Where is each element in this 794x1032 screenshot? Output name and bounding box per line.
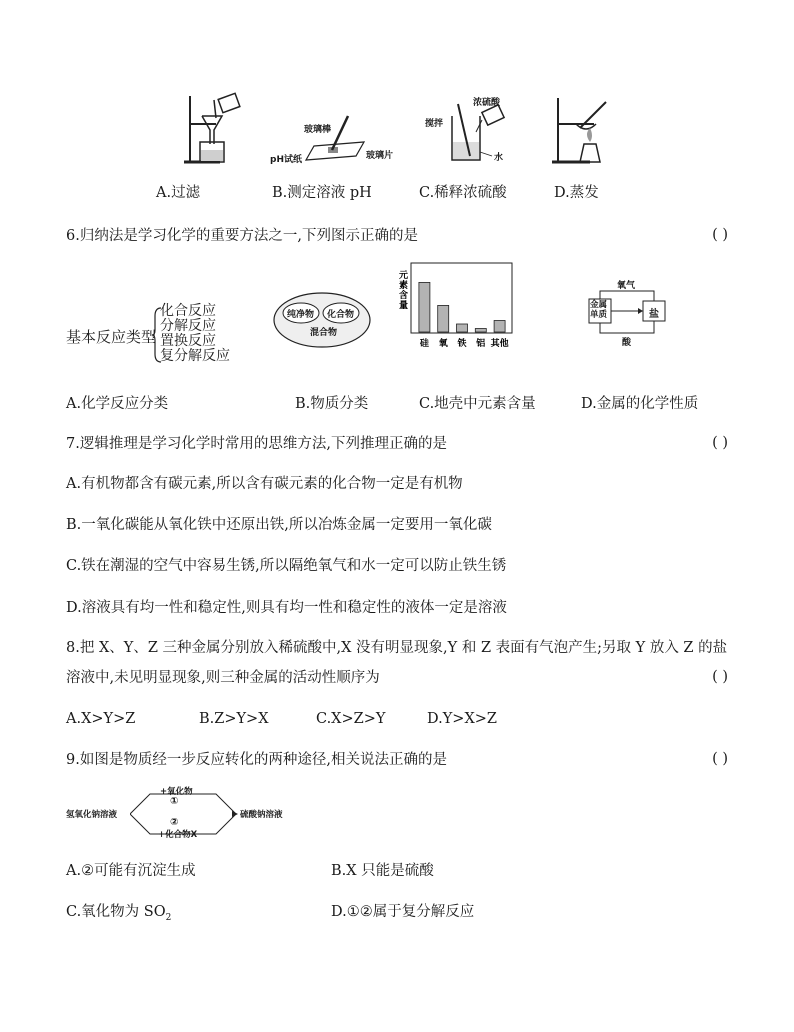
fig-d-acid: 酸 (622, 338, 632, 348)
label-stir: 搅拌 (425, 119, 444, 129)
fig-c-bar-chart (395, 260, 520, 350)
fig-c-bar-3 (475, 329, 486, 333)
q9-diagram-route-2: ② (170, 817, 179, 828)
fig-a-item-4: 复分解反应 (160, 348, 230, 364)
fig-b-ellipses (272, 291, 372, 349)
fig-b-pure: 纯净物 (287, 310, 315, 320)
figure-filtration (180, 92, 252, 166)
label-water: 水 (494, 153, 504, 163)
q7-option-c[interactable]: C.铁在潮湿的空气中容易生锈,所以隔绝氧气和水一定可以防止铁生锈 (66, 558, 507, 574)
fig-a-item-1: 化合反应 (160, 303, 216, 319)
label-glass-rod: 玻璃棒 (304, 125, 332, 135)
fig-b-mixture: 混合物 (310, 328, 338, 338)
fig-a-title: 基本反应类型 (66, 328, 157, 346)
q8-option-a[interactable]: A.X>Y>Z (66, 711, 136, 727)
fig-a-item-2: 分解反应 (160, 318, 216, 334)
fig-c-ylabel-3: 含 (399, 291, 409, 301)
fig-d-metal: 金属单质 (590, 300, 608, 320)
q5-option-c[interactable]: C.稀释浓硫酸 (419, 185, 507, 201)
fig-c-bar-1 (438, 305, 449, 332)
q9-diagram-route-1: ① (170, 796, 179, 807)
q9-option-c-text: C.氧化物为 SO (66, 904, 166, 920)
q6-stem: 6.归纳法是学习化学的重要方法之一,下列图示正确的是 (66, 228, 418, 244)
label-conc-acid: 浓硫酸 (473, 98, 501, 108)
q8-stem-line-1: 8.把 X、Y、Z 三种金属分别放入稀硫酸中,X 没有明显现象,Y 和 Z 表面有气泡产生;另取 Y 放入 Z 的盐 (66, 640, 728, 656)
fig-d-salt: 盐 (649, 309, 659, 320)
q9-option-c[interactable] (66, 903, 171, 927)
q7-option-d[interactable]: D.溶液具有均一性和稳定性,则具有均一性和稳定性的液体一定是溶液 (66, 600, 507, 616)
fig-d-oxygen: 氧气 (617, 281, 636, 291)
q9-option-a[interactable]: A.②可能有沉淀生成 (66, 863, 196, 879)
q9-option-c-subscript: 2 (165, 912, 172, 923)
q8-option-c[interactable]: C.X>Z>Y (316, 711, 386, 727)
fig-c-tick-4: 其他 (490, 339, 509, 349)
q7-option-a[interactable]: A.有机物都含有碳元素,所以含有碳元素的化合物一定是有机物 (66, 476, 463, 492)
fig-c-tick-0: 硅 (419, 339, 429, 349)
q9-option-d[interactable]: D.①②属于复分解反应 (331, 904, 475, 920)
q9-diagram-bottom: +化合物X (158, 830, 198, 840)
q9-stem: 9.如图是物质经一步反应转化的两种途径,相关说法正确的是 (66, 752, 447, 768)
fig-c-ylabel-1: 元 (399, 271, 409, 281)
q5-option-d[interactable]: D.蒸发 (554, 185, 599, 201)
fig-c-ylabel-4: 量 (399, 301, 409, 311)
q6-option-b[interactable]: B.物质分类 (295, 396, 369, 412)
q7-stem: 7.逻辑推理是学习化学时常用的思维方法,下列推理正确的是 (66, 436, 447, 452)
q9-diagram-right: 硫酸钠溶液 (240, 810, 283, 820)
label-ph-paper: pH试纸 (270, 155, 302, 165)
q6-answer-paren[interactable]: ( ) (712, 227, 728, 243)
figure-dilute-acid (440, 100, 520, 166)
fig-c-bar-2 (457, 324, 468, 332)
fig-c-bar-0 (419, 282, 430, 332)
q7-option-b[interactable]: B.一氧化碳能从氧化铁中还原出铁,所以冶炼金属一定要用一氧化碳 (66, 517, 492, 533)
q9-answer-paren[interactable]: ( ) (712, 751, 728, 767)
q8-option-d[interactable]: D.Y>X>Z (427, 711, 497, 727)
q9-option-b[interactable]: B.X 只能是硫酸 (331, 863, 434, 879)
q6-option-c[interactable]: C.地壳中元素含量 (419, 396, 536, 412)
q6-option-a[interactable]: A.化学反应分类 (66, 396, 169, 412)
q7-answer-paren[interactable]: ( ) (712, 435, 728, 451)
q5-option-a[interactable]: A.过滤 (156, 185, 201, 201)
fig-b-compound: 化合物 (327, 310, 355, 320)
fig-c-tick-2: 铁 (457, 339, 467, 349)
q8-answer-paren[interactable]: ( ) (712, 669, 728, 685)
q9-diagram-left: 氢氧化钠溶液 (66, 810, 118, 820)
label-glass-plate: 玻璃片 (366, 151, 394, 161)
fig-c-tick-1: 氧 (438, 339, 448, 349)
fig-a-item-3: 置换反应 (160, 333, 216, 349)
q8-option-b[interactable]: B.Z>Y>X (199, 711, 269, 727)
fig-c-tick-3: 铝 (476, 339, 486, 349)
figure-evaporation (550, 94, 620, 166)
fig-c-bar-4 (494, 321, 505, 333)
q6-option-d[interactable]: D.金属的化学性质 (581, 396, 699, 412)
q8-stem-line-2: 溶液中,未见明显现象,则三种金属的活动性顺序为 (66, 670, 380, 686)
fig-c-ylabel-2: 素 (399, 281, 409, 291)
q5-option-b[interactable]: B.测定溶液 pH (272, 185, 372, 201)
q9-diagram-top: +氧化物 (160, 787, 193, 797)
